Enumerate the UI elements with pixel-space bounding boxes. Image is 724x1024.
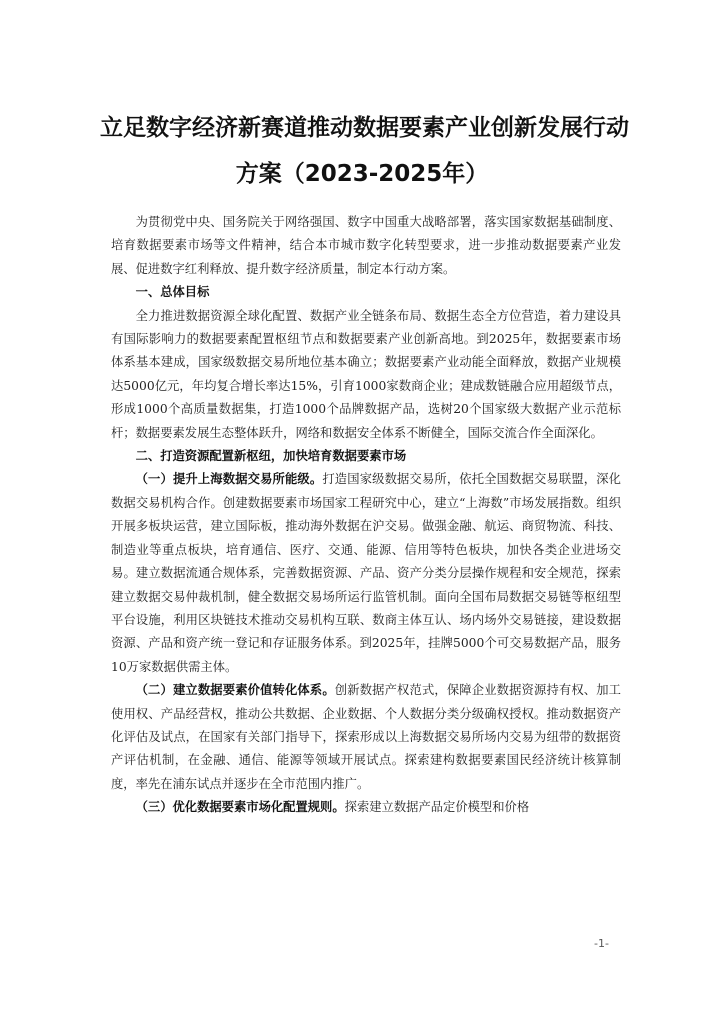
- page-number: -1-: [594, 937, 609, 950]
- item-2-text: 创新数据产权范式，保障企业数据资源持有权、加工使用权、产品经营权，推动公共数据、企业数据、个人数据分类分级确权授权。推动数据资产化评估及试点，在国家有关部门指导下，探索形成以上海数据交易所场内交易为纽带的数据资产评估机制，在金融、通信、能源等领域开展试点。探索建构数据要素国民经济统计核算制度，率先在浦东试点并逐步在全市范围内推广。: [111, 683, 621, 791]
- section-2-heading: 二、打造资源配置新枢纽，加快培育数据要素市场: [135, 449, 407, 464]
- item-1-text: 打造国家级数据交易所，依托全国数据交易联盟，深化数据交易机构合作。创建数据要素市场国家工程研究中心，建立“上海数”市场发展指数。组织开展多板块运营，建立国际板，推动海外数据在沪交易。做强金融、航运、商贸物流、科技、制造业等重点板块，培育通信、医疗、交通、能源、信用等特色板块，加快各类企业进场交易。建立数据流通合规体系，完善数据资源、产品、资产分类分层操作规程和安全规范，探索建立数据交易仲裁机制，健全数据交易场所运行监管机制。面向全国布局数据交易链等枢纽型平台设施，利用区块链技术推动交易机构互联、数商主体互认、场内场外交易链接，建设数据资源、产品和资产统一登记和存证服务体系。到2025年，挂牌5000个可交易数据产品，服务10万家数据供需主体。: [111, 472, 621, 674]
- document-body: [111, 211, 621, 820]
- section-1-paragraph: 全力推进数据资源全球化配置、数据产业全链条布局、数据生态全方位营造，着力建设具有国际影响力的数据要素配置枢纽节点和数据要素产业创新高地。到2025年，数据要素市场体系基本建成，国家级数据交易所地位基本确立；数据要素产业动能全面释放，数据产业规模达5000亿元，年均复合增长率达15%，引育1000家数商企业；建成数链融合应用超级节点，形成1000个高质量数据集，打造1000个品牌数据产品，选树20个国家级大数据产业示范标杆；数据要素发展生态整体跃升，网络和数据安全体系不断健全，国际交流合作全面深化。: [111, 308, 621, 440]
- item-3-lead: （三）优化数据要素市场化配置规则。: [135, 800, 345, 815]
- section-2-item-2: [111, 679, 621, 796]
- intro-paragraph: 为贯彻党中央、国务院关于网络强国、数字中国重大战略部署，落实国家数据基础制度、培育数据要素市场等文件精神，结合本市城市数字化转型要求，进一步推动数据要素产业发展、促进数字红利释放、提升数字经济质量，制定本行动方案。: [111, 215, 621, 276]
- item-1-lead: （一）提升上海数据交易所能级。: [135, 472, 323, 487]
- section-1-heading: 一、总体目标: [135, 285, 210, 300]
- section-2-item-1: [111, 468, 621, 679]
- document-title-line-1: 立足数字经济新赛道推动数据要素产业创新发展行动: [100, 115, 629, 141]
- item-2-lead: （二）建立数据要素价值转化体系。: [135, 683, 335, 698]
- section-2-item-3: [111, 796, 621, 819]
- document-title-line-2: 方案（2023-2025年）: [235, 161, 489, 187]
- item-3-text: 探索建立数据产品定价模型和价格: [344, 800, 530, 815]
